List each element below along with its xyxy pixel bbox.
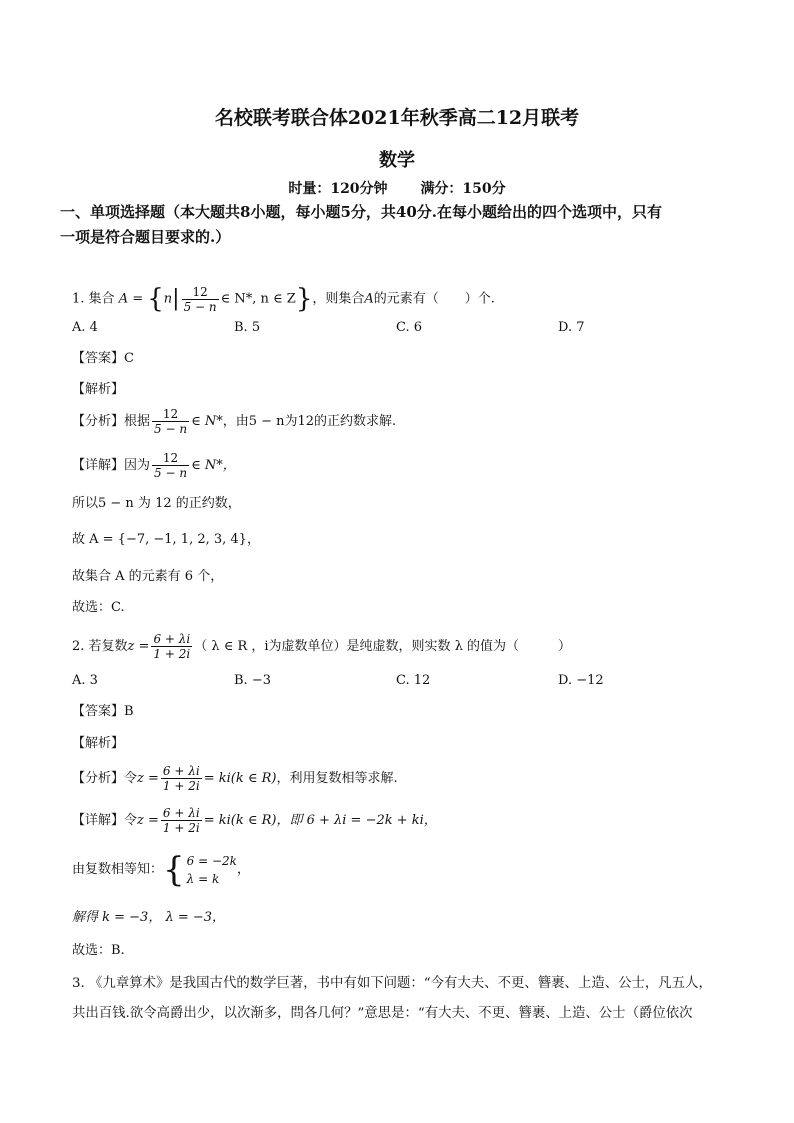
q2-fenxi-fraction [161,764,202,793]
q1-line-choose: 故选：C. [72,600,125,615]
section-heading-line2: 一项是符合题目要求的.） [60,228,231,246]
q1-set-var: n [163,291,173,307]
q1-xiangjie [72,451,236,481]
q1-stem-tail: ，则集合 [312,291,365,307]
q2-fenxi-tail: ，利用复数相等求解. [276,771,398,786]
q2-xiangjie [72,806,437,836]
q1-fenxi-frac-num: 12 [152,407,189,422]
q2-answer: 【答案】B [72,704,134,719]
q1-analysis-label: 【解析】 [72,382,125,397]
q2-system-lines [187,852,237,888]
q1-line-count: 故集合 A 的元素有 6 个， [72,569,224,584]
q1-line-set: 故 A = {−7, −1, 1, 2, 3, 4}， [72,532,260,547]
q1-xiangjie-in: ∈ N*， [191,458,236,473]
q1-bar: | [172,286,180,311]
q1-fenxi-fraction [152,407,189,436]
exam-time: 时量：120分钟 [288,181,388,197]
q3-line2: 共出百钱.欲令高爵出少，以次渐多，問各几何？”意思是：“有大夫、不更、簪裹、上造、公士（爵位依次 [72,1006,693,1021]
q1-option-c: C. 6 [396,320,423,335]
q3-line1: 3. 《九章算术》是我国古代的数学巨著，书中有如下问题：“今有大夫、不更、簪裹、上造、公士，凡五人， [72,976,712,991]
q1-fenxi-in: ∈ N* [191,414,223,429]
q2-frac-num: 6 + λi [151,632,192,647]
q2-option-d: D. −12 [558,673,604,688]
q1-xiangjie-frac-num: 12 [152,451,189,466]
q1-frac-num: 12 [182,285,219,300]
q2-xiangjie-eq-tail: = ki(k ∈ R) [203,813,277,828]
q1-option-a: A. 4 [72,320,98,335]
q1-set-lhs: A = [118,291,148,307]
q2-option-a: A. 3 [72,673,98,688]
q1-stem [72,284,495,315]
q2-number: 2. 若复数 [72,639,128,654]
q2-fenxi-prefix: 【分析】令 [72,771,138,786]
q1-fenxi-frac-den: 5 − n [154,422,188,436]
q2-choose: 故选：B. [72,943,125,958]
q2-system-suffix: ， [236,862,250,877]
section-heading [60,200,740,250]
q1-fenxi-prefix: 【分析】根据 [72,414,151,429]
q2-fenxi [72,764,398,794]
q1-stem-var: A [364,291,374,307]
q2-fenxi-z: z = [137,771,159,786]
q1-line-so: 所以5 − n 为 12 的正约数， [72,496,241,511]
q1-fenxi-tail: ，由5 − n为12的正约数求解. [222,414,397,429]
q2-xiangjie-tail: ，即 6 + λi = −2k + ki， [276,813,437,828]
q1-xiangjie-fraction [152,451,189,480]
q2-analysis-label: 【解析】 [72,736,125,751]
q1-xiangjie-frac-den: 5 − n [154,466,188,480]
q1-fenxi [72,407,396,437]
q1-answer: 【答案】C [72,351,134,366]
q2-system [72,850,250,890]
q2-solve: 解得 k = −3， λ = −3， [72,910,226,925]
q2-xiangjie-frac-num: 6 + λi [161,806,202,821]
q1-xiangjie-prefix: 【详解】因为 [72,458,151,473]
q1-brace-close: } [295,284,313,314]
q2-option-c: C. 12 [396,673,431,688]
q1-option-d: D. 7 [558,320,585,335]
section-heading-line1: 一、单项选择题（本大题共8小题，每小题5分，共40分.在每小题给出的四个选项中，只有 [60,203,662,221]
q2-fraction [151,632,192,661]
q2-xiangjie-z: z = [137,813,159,828]
q1-number: 1. 集合 [72,291,115,307]
q2-system-prefix: 由复数相等知： [72,862,164,877]
q2-z-eq: z = [127,639,150,654]
q2-fenxi-frac-num: 6 + λi [161,764,202,779]
q1-fraction [182,285,219,314]
exam-score: 满分：150分 [420,181,506,197]
q2-fenxi-frac-den: 1 + 2i [162,779,200,793]
q1-option-b: B. 5 [234,320,261,335]
q2-system-line1: 6 = −2k [186,853,237,868]
q2-frac-den: 1 + 2i [153,647,191,661]
q1-set-cond: ∈ N*, n ∈ Z [220,291,296,307]
q2-system-brace: { [163,849,185,890]
q1-brace-open: { [147,284,164,314]
q2-stem-mid: （ λ ∈ R ，i为虚数单位）是纯虚数，则实数 λ 的值为（ ） [194,639,572,654]
q2-xiangjie-prefix: 【详解】令 [72,813,138,828]
q2-xiangjie-frac-den: 1 + 2i [162,821,200,835]
q1-frac-den: 5 − n [183,299,217,314]
exam-meta [0,178,794,198]
q1-stem-end: 的元素有（ ）个. [373,291,495,307]
q2-fenxi-eq-tail: = ki(k ∈ R) [203,771,277,786]
q2-stem [72,632,571,662]
exam-title: 名校联考联合体2021年秋季高二12月联考 [214,107,580,129]
exam-subject: 数学 [379,150,415,171]
q2-system-line2: λ = k [186,871,220,886]
q2-xiangjie-fraction [161,806,202,835]
q2-option-b: B. −3 [234,673,271,688]
